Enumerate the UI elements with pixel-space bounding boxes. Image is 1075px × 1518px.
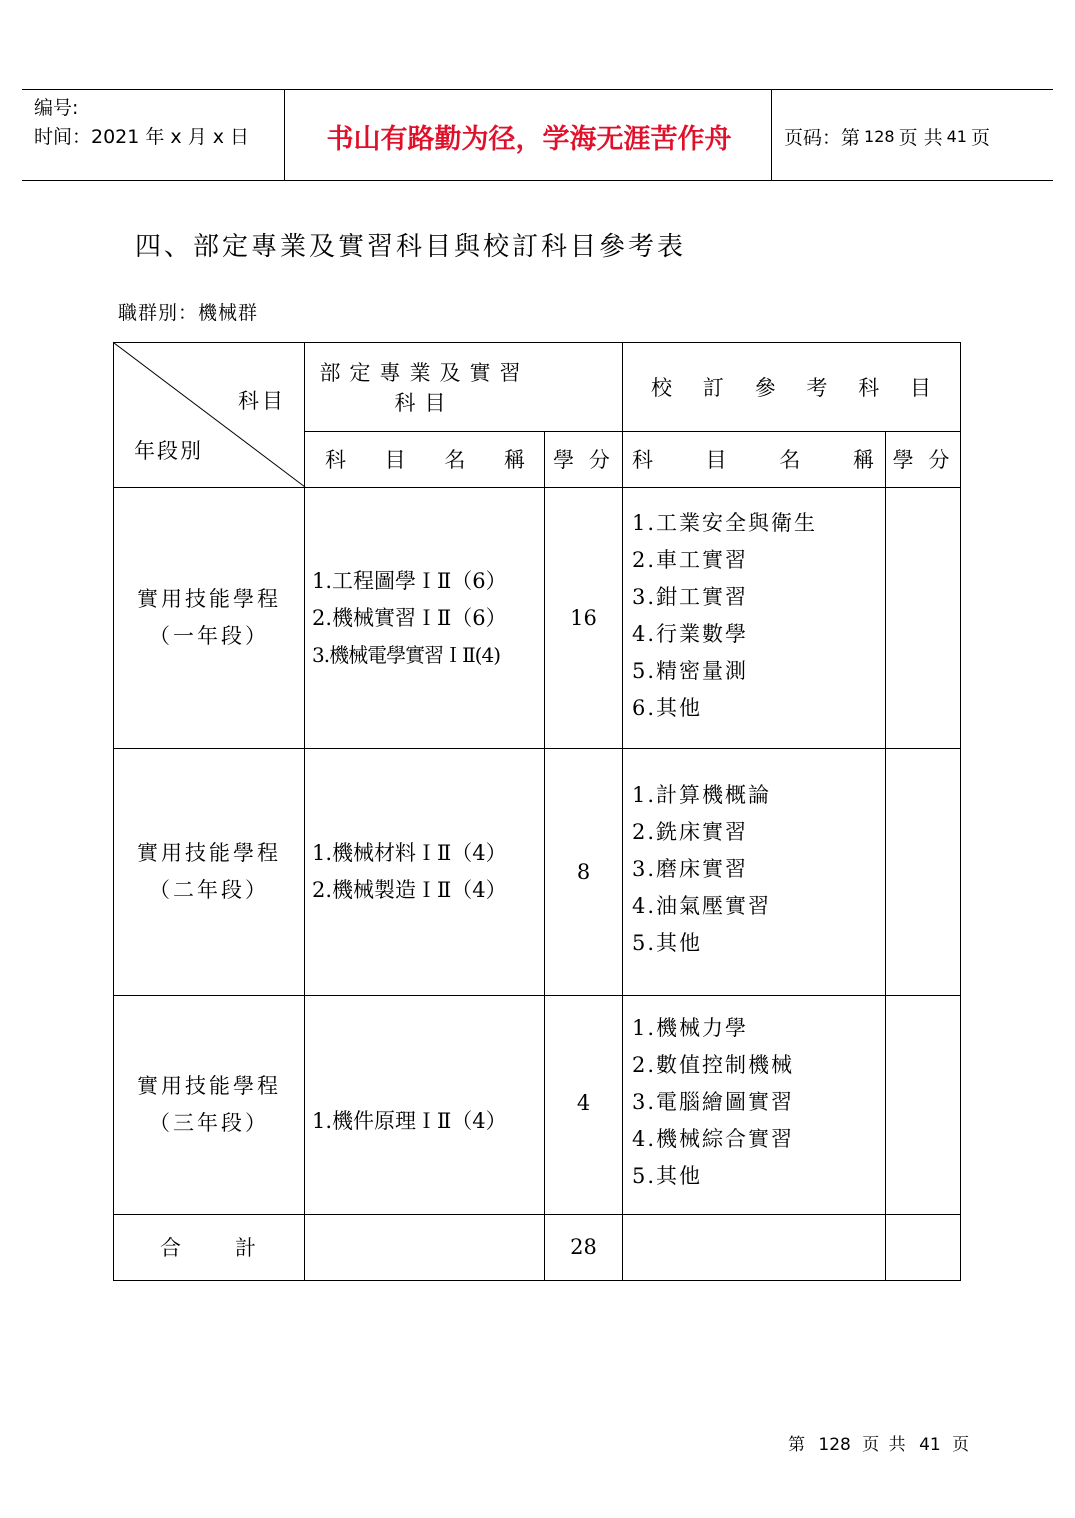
name-header-char: 科: [632, 448, 653, 472]
page-number: 128: [864, 126, 895, 146]
name-header-char: 稱: [503, 448, 525, 472]
school-header-char: 考: [806, 376, 828, 400]
ministry-name-header: [325, 439, 525, 479]
credits-cell: 8: [576, 860, 591, 884]
name-header-char: 名: [779, 448, 801, 472]
motto: 书山有路勤为径，学海无涯苦作舟: [326, 123, 732, 155]
name-header-char: 目: [384, 448, 406, 472]
page-suffix: 页: [970, 126, 990, 149]
school-subject: 4.機械綜合實習: [632, 1127, 795, 1151]
school-header-char: 目: [909, 376, 931, 400]
stage-sublabel: （二年段）: [149, 878, 269, 902]
school-subject: 5.其他: [632, 1164, 703, 1188]
ministry-subject: 3.機械電學實習ＩⅡ(4): [312, 642, 501, 667]
corner-diagonal: [114, 343, 306, 488]
school-subject: 2.數值控制機械: [632, 1053, 795, 1077]
school-subject: 1.計算機概論: [632, 783, 772, 807]
time-label: 时间：2021 年 x 月 x 日: [34, 126, 250, 148]
name-header-char: 科: [325, 448, 346, 472]
group-label: 職群別：機械群: [118, 302, 259, 324]
footer-mid: 页 共: [862, 1435, 908, 1455]
name-header-char: 目: [705, 448, 727, 472]
credits-cell: 16: [570, 606, 597, 630]
header-meta: [34, 94, 284, 152]
stage-sublabel: （三年段）: [149, 1111, 269, 1135]
grid-line: [304, 431, 960, 432]
stage-sublabel: （一年段）: [149, 624, 269, 648]
page-header: [22, 89, 1053, 181]
school-subject: 5.其他: [632, 931, 703, 955]
page-mid: 页 共: [898, 126, 943, 149]
ministry-subjects-cell: [312, 749, 544, 995]
stage-label: 實用技能學程: [137, 587, 281, 611]
name-header-char: 名: [444, 448, 466, 472]
stage-cell: [114, 749, 304, 995]
school-subject: 4.行業數學: [632, 622, 749, 646]
school-subject: 2.銑床實習: [632, 820, 749, 844]
name-header-char: 稱: [852, 448, 874, 472]
stage-cell: [114, 488, 304, 748]
footer-page-number: 128: [818, 1435, 851, 1455]
corner-stage-label: 年段別: [134, 439, 203, 463]
footer-suffix: 页: [952, 1435, 972, 1455]
school-subject: 3.磨床實習: [632, 857, 749, 881]
stage-label: 實用技能學程: [137, 841, 281, 865]
school-header-char: 校: [651, 376, 672, 400]
school-header-char: 參: [754, 376, 776, 400]
grid-line: [622, 343, 623, 1280]
page-total: 41: [946, 126, 967, 146]
school-subjects-cell: [632, 777, 882, 962]
school-subjects-cell: [632, 505, 882, 727]
page-footer: [788, 1430, 971, 1455]
subject-table: [113, 342, 961, 1281]
school-header: [651, 365, 931, 409]
header-divider: [284, 90, 285, 180]
stage-cell: [114, 996, 304, 1214]
school-subject: 3.電腦繪圖實習: [632, 1090, 795, 1114]
school-subject: 6.其他: [632, 696, 703, 720]
school-name-header: [632, 439, 874, 479]
stage-label: 實用技能學程: [137, 1074, 281, 1098]
school-credit-header: 學 分: [892, 448, 954, 472]
ministry-subject: 1.機械材料ＩⅡ（4）: [312, 841, 507, 865]
number-label: 编号:: [34, 97, 79, 119]
total-label-char: 合: [160, 1236, 181, 1260]
total-label: [160, 1215, 256, 1279]
total-label-char: 計: [235, 1236, 256, 1260]
ministry-subject: 2.機械製造ＩⅡ（4）: [312, 878, 507, 902]
corner-subject-label: 科目: [238, 389, 286, 413]
grid-line: [885, 431, 886, 1280]
total-credits: 28: [570, 1235, 597, 1259]
school-header-char: 訂: [702, 376, 724, 400]
school-subject: 1.機械力學: [632, 1016, 749, 1040]
ministry-credit-header: 學 分: [553, 448, 614, 472]
ministry-header: 部定專業及實習科目: [319, 361, 530, 415]
ministry-subject: 1.工程圖學ＩⅡ（6）: [312, 568, 507, 593]
ministry-subject: 2.機械實習ＩⅡ（6）: [312, 605, 507, 630]
footer-page-total: 41: [919, 1435, 941, 1455]
document-title: 四、部定專業及實習科目與校訂科目參考表: [135, 232, 687, 262]
ministry-subjects-cell: [312, 1103, 544, 1140]
school-header-char: 科: [858, 376, 880, 400]
school-subject: 2.車工實習: [632, 548, 749, 572]
school-subjects-cell: [632, 1010, 882, 1195]
page-prefix: 页码：第: [784, 126, 861, 149]
header-divider: [771, 90, 772, 180]
ministry-subjects-cell: [312, 488, 544, 748]
school-subject: 1.工業安全與衛生: [632, 511, 818, 535]
school-subject: 4.油氣壓實習: [632, 894, 772, 918]
header-page-info: [784, 90, 990, 182]
school-subject: 5.精密量測: [632, 659, 749, 683]
credits-cell: 4: [576, 1091, 591, 1115]
school-subject: 3.鉗工實習: [632, 585, 749, 609]
ministry-subject: 1.機件原理ＩⅡ（4）: [312, 1109, 507, 1133]
footer-prefix: 第: [788, 1435, 807, 1455]
grid-line: [304, 343, 305, 1280]
